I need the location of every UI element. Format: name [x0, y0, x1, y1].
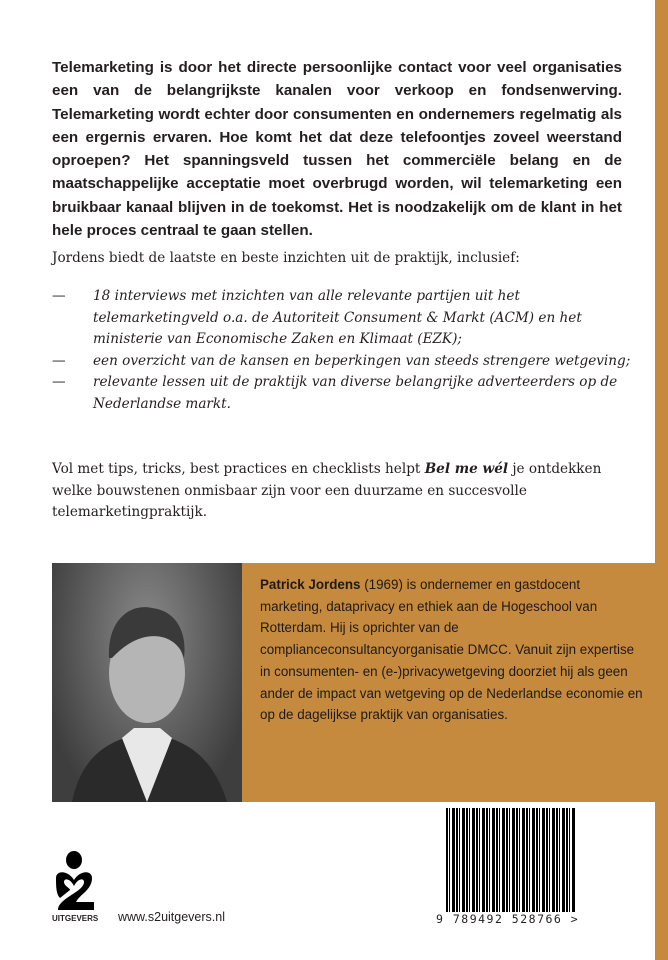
- closing-text: je ontdekken welke bouwstenen onmisbaar zijn voor een duurzame en succesvolle telemarketingpraktijk.: [52, 461, 602, 520]
- list-item-text: 18 interviews met inzichten van alle relevante partijen uit het telemarketingveld o.a. de Autoriteit Consument & Markt (ACM) en het ministerie van Economische Zaken en Klimaat (EZK);: [93, 288, 582, 347]
- dash: —: [52, 288, 66, 304]
- book-title: Bel me wél: [424, 461, 509, 477]
- publisher-url[interactable]: www.s2uitgevers.nl: [118, 910, 225, 924]
- dash: —: [52, 374, 66, 390]
- dash: —: [52, 352, 66, 369]
- author-bio: [260, 574, 645, 726]
- isbn-number: 9 789492 528766 >: [436, 912, 580, 926]
- list-item: [52, 372, 642, 415]
- publisher-logo-text: UITGEVERS: [52, 914, 99, 923]
- closing-paragraph: [52, 459, 632, 524]
- list-item-text: relevante lessen uit de praktijk van diverse belangrijke adverteerders op de Nederlandse markt.: [93, 374, 618, 412]
- intro-paragraph: Telemarketing is door het directe persoonlijke contact voor veel organisaties een van de belangrijkste kanalen voor verkoop en fondsenwerving. Telemarketing wordt echter door consumenten en ondernemers regelmatig als een ergernis ervaren. Hoe komt het dat deze telefoontjes zoveel weerstand oproepen? Het spanningsveld tussen het commerciële belang en de maatschappelijke acceptatie moet overbrugd worden, wil telemarketing een bruikbaar kanaal blijven in de toekomst. Het is noodzakelijk om de klant in het hele proces centraal te gaan stellen.: [52, 59, 622, 240]
- list-item: [52, 351, 642, 373]
- closing-text: Vol met tips, tricks, best practices en checklists helpt: [52, 461, 425, 477]
- bullet-list: [52, 286, 642, 415]
- bio-text: (1969) is ondernemer en gastdocent marketing, dataprivacy en ethiek aan de Hogeschool van Rotterdam. Hij is oprichter van de complianceconsultancyorganisatie DMCC. Vanuit zijn expertise in consumenten- en (e-)privacywetgeving doorziet hij als geen ander de impact van wetgeving op de Nederlandse economie en op de dagelijkse praktijk van organisaties.: [260, 577, 643, 723]
- barcode: [446, 808, 576, 916]
- list-item: [52, 286, 642, 351]
- list-item-text: een overzicht van de kansen en beperkingen van steeds strengere wetgeving;: [93, 352, 631, 369]
- author-name: Patrick Jordens: [260, 577, 361, 592]
- spine-strip: [655, 0, 668, 960]
- lead-sentence: Jordens biedt de laatste en beste inzichten uit de praktijk, inclusief:: [52, 250, 520, 266]
- author-photo: [52, 563, 242, 802]
